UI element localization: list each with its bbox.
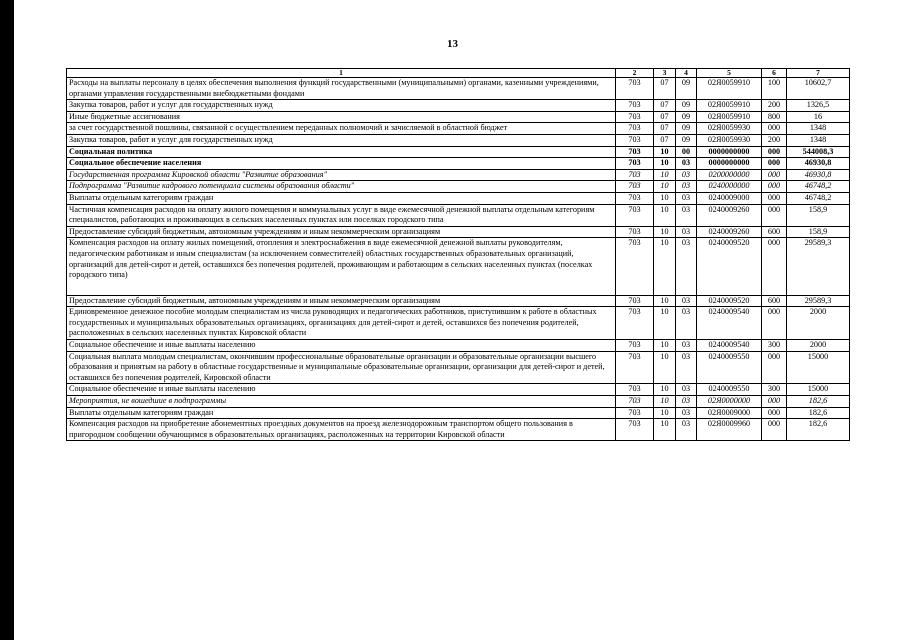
- scan-black-edge: [0, 0, 14, 640]
- cell-admin-code: 703: [616, 351, 654, 384]
- cell-subsection: 03: [676, 204, 697, 226]
- header-col-4: 4: [676, 69, 697, 78]
- cell-subsection: 03: [676, 181, 697, 193]
- cell-expense-type: 000: [762, 181, 787, 193]
- cell-name: Государственная программа Кировской области "Развитие образования": [67, 169, 616, 181]
- cell-expense-type: 000: [762, 351, 787, 384]
- cell-expense-type: 200: [762, 134, 787, 146]
- cell-amount: 182,6: [787, 419, 850, 441]
- cell-admin-code: 703: [616, 111, 654, 123]
- table-row: [67, 340, 850, 352]
- cell-target-code: 02Я0059910: [697, 100, 762, 112]
- table-row: [67, 238, 850, 295]
- table-row: [67, 158, 850, 170]
- cell-name: Выплаты отдельным категориям граждан: [67, 192, 616, 204]
- header-col-3: 3: [654, 69, 676, 78]
- table-row: [67, 123, 850, 135]
- cell-expense-type: 000: [762, 146, 787, 158]
- cell-admin-code: 703: [616, 192, 654, 204]
- cell-amount: 46748,2: [787, 181, 850, 193]
- cell-target-code: 0200000000: [697, 169, 762, 181]
- cell-admin-code: 703: [616, 226, 654, 238]
- table-row: [67, 78, 850, 100]
- cell-subsection: 03: [676, 396, 697, 408]
- cell-name: Предоставление субсидий бюджетным, автономным учреждениям и иным некоммерческим организациям: [67, 295, 616, 307]
- cell-name: Подпрограмма "Развитие кадрового потенциала системы образования области": [67, 181, 616, 193]
- cell-section: 07: [654, 100, 676, 112]
- cell-target-code: 0240009520: [697, 238, 762, 295]
- cell-subsection: 03: [676, 226, 697, 238]
- cell-subsection: 03: [676, 407, 697, 419]
- cell-admin-code: 703: [616, 396, 654, 408]
- cell-amount: 1348: [787, 134, 850, 146]
- cell-subsection: 09: [676, 100, 697, 112]
- header-col-1: 1: [67, 69, 616, 78]
- cell-admin-code: 703: [616, 78, 654, 100]
- cell-amount: 46930,8: [787, 158, 850, 170]
- cell-subsection: 09: [676, 111, 697, 123]
- cell-expense-type: 100: [762, 78, 787, 100]
- cell-name: Выплаты отдельным категориям граждан: [67, 407, 616, 419]
- table-row: [67, 407, 850, 419]
- cell-subsection: 03: [676, 238, 697, 295]
- cell-target-code: 0240009260: [697, 204, 762, 226]
- table-row: [67, 351, 850, 384]
- cell-expense-type: 200: [762, 100, 787, 112]
- cell-name: Социальное обеспечение и иные выплаты населению: [67, 384, 616, 396]
- cell-expense-type: 300: [762, 384, 787, 396]
- cell-target-code: 02Я0059930: [697, 134, 762, 146]
- cell-section: 10: [654, 419, 676, 441]
- cell-subsection: 03: [676, 340, 697, 352]
- cell-target-code: 02Я0059910: [697, 78, 762, 100]
- cell-expense-type: 300: [762, 340, 787, 352]
- cell-name: Частичная компенсация расходов на оплату жилого помещения и коммунальных услуг в виде ежемесячной денежной выплаты отдельным категориям специалистов, работающих и проживающих в сельских населенных пунктах или поселках городского типа: [67, 204, 616, 226]
- cell-name: Предоставление субсидий бюджетным, автономным учреждениям и иным некоммерческим организациям: [67, 226, 616, 238]
- cell-amount: 46930,8: [787, 169, 850, 181]
- cell-expense-type: 000: [762, 123, 787, 135]
- cell-subsection: 03: [676, 419, 697, 441]
- header-col-5: 5: [697, 69, 762, 78]
- cell-amount: 158,9: [787, 204, 850, 226]
- cell-admin-code: 703: [616, 384, 654, 396]
- cell-admin-code: 703: [616, 295, 654, 307]
- table-row: [67, 384, 850, 396]
- cell-expense-type: 800: [762, 111, 787, 123]
- cell-admin-code: 703: [616, 146, 654, 158]
- cell-admin-code: 703: [616, 158, 654, 170]
- cell-expense-type: 000: [762, 169, 787, 181]
- cell-admin-code: 703: [616, 204, 654, 226]
- cell-section: 07: [654, 123, 676, 135]
- cell-amount: 15000: [787, 351, 850, 384]
- table-row: [67, 100, 850, 112]
- table-row: [67, 295, 850, 307]
- cell-name: Закупка товаров, работ и услуг для государственных нужд: [67, 100, 616, 112]
- table-row: [67, 192, 850, 204]
- cell-admin-code: 703: [616, 100, 654, 112]
- cell-expense-type: 000: [762, 158, 787, 170]
- cell-target-code: 02Я0009960: [697, 419, 762, 441]
- cell-expense-type: 600: [762, 226, 787, 238]
- cell-amount: 182,6: [787, 396, 850, 408]
- cell-target-code: 0240009540: [697, 307, 762, 340]
- cell-target-code: 0240009520: [697, 295, 762, 307]
- cell-admin-code: 703: [616, 134, 654, 146]
- cell-name: Расходы на выплаты персоналу в целях обеспечения выполнения функций государственными (муниципальными) органами, казенными учреждениями, органами управления государственными внебюджетными фондами: [67, 78, 616, 100]
- header-row: [67, 69, 850, 78]
- cell-amount: 10602,7: [787, 78, 850, 100]
- cell-amount: 16: [787, 111, 850, 123]
- cell-subsection: 03: [676, 384, 697, 396]
- cell-section: 10: [654, 181, 676, 193]
- cell-expense-type: 000: [762, 238, 787, 295]
- table-row: [67, 226, 850, 238]
- cell-amount: 182,6: [787, 407, 850, 419]
- cell-section: 10: [654, 340, 676, 352]
- header-col-6: 6: [762, 69, 787, 78]
- cell-subsection: 03: [676, 295, 697, 307]
- cell-section: 10: [654, 351, 676, 384]
- cell-name: Компенсация расходов на приобретение абонементных проездных документов на проезд железнодорожным транспортом общего пользования в пригородном сообщении обучающимся в образовательных организациях, расположенных на территории Кировской области: [67, 419, 616, 441]
- cell-name: Компенсация расходов на оплату жилых помещений, отопления и электроснабжения в виде ежемесячной денежной выплаты руководителям, педагогическим работникам и иным специалистам (за исключением совместителей) областных государственных образовательных организаций, организаций для детей-сирот и детей, оставшихся без попечения родителей, проживающим и работающим в сельских населенных пунктах (поселках городского типа): [67, 238, 616, 295]
- cell-amount: 29589,3: [787, 295, 850, 307]
- cell-name: Единовременное денежное пособие молодым специалистам из числа руководящих и педагогических работников, приступившим к работе в областных государственных и муниципальных образовательных организациях, организациях для детей-сирот и детей, оставшихся без попечения родителей, расположенных в сельских населенных пунктах Кировской области: [67, 307, 616, 340]
- cell-name: Социальное обеспечение населения: [67, 158, 616, 170]
- cell-section: 10: [654, 192, 676, 204]
- table-row: [67, 111, 850, 123]
- cell-amount: 2000: [787, 340, 850, 352]
- cell-admin-code: 703: [616, 419, 654, 441]
- cell-admin-code: 703: [616, 307, 654, 340]
- cell-name: Социальная политика: [67, 146, 616, 158]
- cell-expense-type: 000: [762, 396, 787, 408]
- cell-name: Социальная выплата молодым специалистам, окончившим профессиональные образовательные организации и образовательные организации высшего образования и принятым на работу в областные государственные и муниципальные образовательные организации, организации для детей-сирот и детей, оставшихся без попечения родителей, Кировской области: [67, 351, 616, 384]
- cell-amount: 1326,5: [787, 100, 850, 112]
- cell-name: Иные бюджетные ассигнования: [67, 111, 616, 123]
- cell-section: 07: [654, 111, 676, 123]
- cell-target-code: 02Я0059910: [697, 111, 762, 123]
- cell-target-code: 0240009550: [697, 384, 762, 396]
- cell-section: 10: [654, 204, 676, 226]
- cell-subsection: 09: [676, 134, 697, 146]
- budget-table: [66, 68, 850, 441]
- cell-amount: 29589,3: [787, 238, 850, 295]
- cell-expense-type: 000: [762, 204, 787, 226]
- cell-target-code: 0000000000: [697, 146, 762, 158]
- cell-subsection: 09: [676, 78, 697, 100]
- cell-section: 10: [654, 396, 676, 408]
- cell-admin-code: 703: [616, 169, 654, 181]
- cell-section: 10: [654, 169, 676, 181]
- table-row: [67, 134, 850, 146]
- cell-amount: 15000: [787, 384, 850, 396]
- cell-section: 07: [654, 78, 676, 100]
- table-row: [67, 169, 850, 181]
- cell-target-code: 0240009550: [697, 351, 762, 384]
- cell-expense-type: 000: [762, 307, 787, 340]
- cell-target-code: 0000000000: [697, 158, 762, 170]
- page-number: 13: [447, 38, 458, 50]
- cell-section: 10: [654, 295, 676, 307]
- table-row: [67, 204, 850, 226]
- cell-section: 10: [654, 407, 676, 419]
- table-row: [67, 307, 850, 340]
- cell-amount: 46748,2: [787, 192, 850, 204]
- cell-section: 10: [654, 158, 676, 170]
- cell-name: Мероприятия, не вошедшие в подпрограммы: [67, 396, 616, 408]
- cell-subsection: 03: [676, 158, 697, 170]
- cell-name: Социальное обеспечение и иные выплаты населению: [67, 340, 616, 352]
- cell-amount: 158,9: [787, 226, 850, 238]
- cell-subsection: 09: [676, 123, 697, 135]
- header-col-7: 7: [787, 69, 850, 78]
- cell-subsection: 03: [676, 192, 697, 204]
- cell-admin-code: 703: [616, 407, 654, 419]
- cell-section: 10: [654, 307, 676, 340]
- table-row: [67, 396, 850, 408]
- cell-target-code: 0240009540: [697, 340, 762, 352]
- cell-section: 10: [654, 146, 676, 158]
- table-row: [67, 146, 850, 158]
- cell-target-code: 02Я0009000: [697, 407, 762, 419]
- cell-admin-code: 703: [616, 181, 654, 193]
- cell-expense-type: 000: [762, 192, 787, 204]
- table-row: [67, 181, 850, 193]
- cell-subsection: 00: [676, 146, 697, 158]
- cell-subsection: 03: [676, 351, 697, 384]
- cell-admin-code: 703: [616, 123, 654, 135]
- cell-expense-type: 000: [762, 419, 787, 441]
- cell-amount: 1348: [787, 123, 850, 135]
- cell-section: 07: [654, 134, 676, 146]
- cell-target-code: 0240009260: [697, 226, 762, 238]
- cell-amount: 544008,3: [787, 146, 850, 158]
- cell-target-code: 02Я0059930: [697, 123, 762, 135]
- cell-target-code: 02Я0000000: [697, 396, 762, 408]
- table-body: [67, 78, 850, 441]
- cell-expense-type: 000: [762, 407, 787, 419]
- header-col-2: 2: [616, 69, 654, 78]
- cell-admin-code: 703: [616, 340, 654, 352]
- cell-amount: 2000: [787, 307, 850, 340]
- cell-section: 10: [654, 384, 676, 396]
- cell-expense-type: 600: [762, 295, 787, 307]
- cell-subsection: 03: [676, 169, 697, 181]
- cell-name: Закупка товаров, работ и услуг для государственных нужд: [67, 134, 616, 146]
- cell-section: 10: [654, 226, 676, 238]
- cell-target-code: 0240009000: [697, 192, 762, 204]
- cell-subsection: 03: [676, 307, 697, 340]
- cell-target-code: 0240000000: [697, 181, 762, 193]
- table-row: [67, 419, 850, 441]
- cell-section: 10: [654, 238, 676, 295]
- cell-admin-code: 703: [616, 238, 654, 295]
- cell-name: за счет государственной пошлины, связанной с осуществлением переданных полномочий и зачисляемой в областной бюджет: [67, 123, 616, 135]
